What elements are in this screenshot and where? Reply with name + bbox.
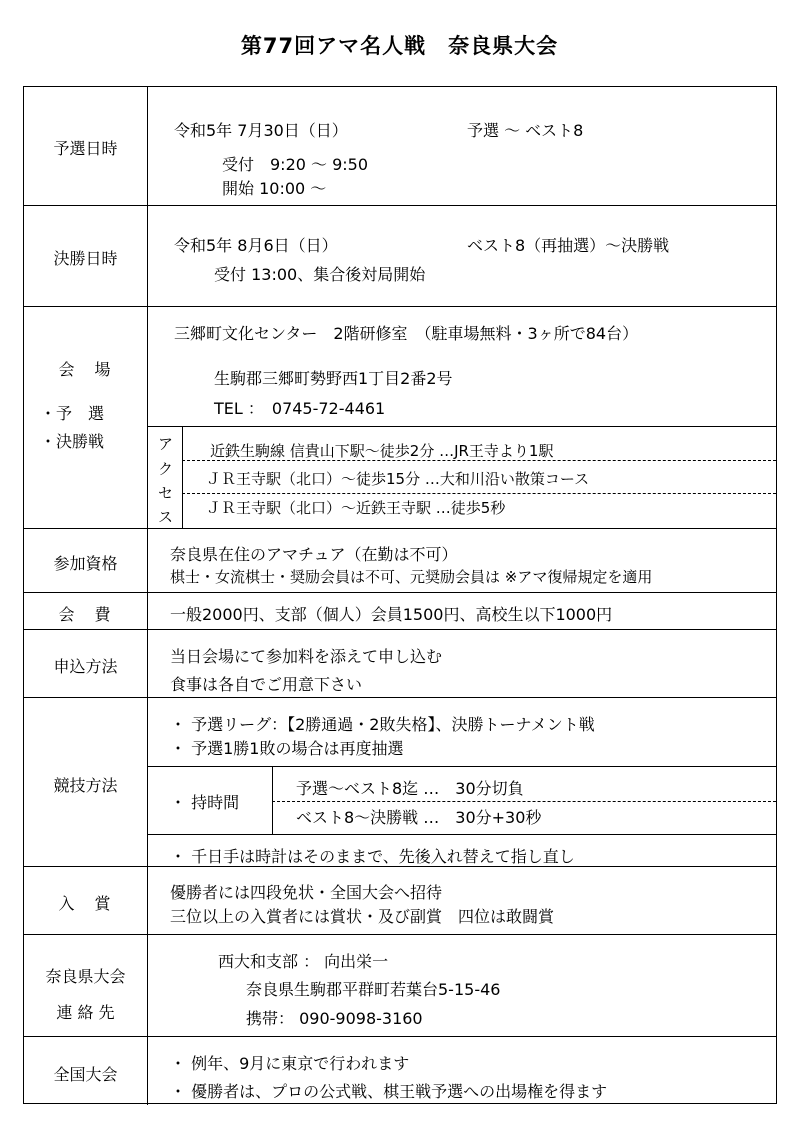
fee-label: 会 費 [58,605,113,624]
access-label-char: ク [158,460,174,478]
apply-line: 食事は各自でご用意下さい [170,675,363,694]
venue-name: 三郷町文化センター 2階研修室 （駐車場無料・3ヶ所で84台） [174,324,639,343]
info-table [23,86,777,1104]
preliminary-start: 開始 10:00 ～ [222,179,327,198]
access-route: ＪＲ王寺駅（北口）～近鉄王寺駅 …徒歩5秒 [206,499,506,517]
contact-address: 奈良県生駒郡平群町若葉台5-15-46 [246,980,501,999]
format-line: ・ 予選リーグ：【2勝通過・2敗失格】、決勝トーナメント戦 [170,715,595,734]
national-line: ・ 優勝者は、プロの公式戦、棋王戦予選への出場権を得ます [170,1082,608,1101]
row-eligibility [24,529,776,593]
contact-label: 奈良県大会 [45,967,126,986]
contact-name: 西大和支部 ： 向出栄一 [218,952,389,971]
access-label-char: セ [158,484,174,502]
format-line: ・ 予選1勝1敗の場合は再度抽選 [170,739,404,758]
eligibility-line: 奈良県在住のアマチュア（在勤は不可） [170,545,458,564]
final-reception: 受付 13:00、集合後対局開始 [214,265,426,284]
access-label-char: ア [158,435,174,453]
access-route: ＪＲ王寺駅（北口）～徒歩15分 …大和川沿い散策コース [206,470,590,488]
venue-address: 生駒郡三郷町勢野西1丁目2番2号 [214,369,453,388]
page-title: 第77回アマ名人戦 奈良県大会 [240,34,559,58]
row-contact [24,935,776,1037]
national-line: ・ 例年、9月に東京で行われます [170,1054,410,1073]
access-route: 近鉄生駒線 信貴山下駅～徒歩2分 …JR王寺より1駅 [210,442,554,460]
preliminary-date-label: 予選日時 [53,139,118,158]
row-preliminary-date [24,87,776,206]
prize-line: 優勝者には四段免状・全国大会へ招待 [170,883,443,902]
time-control-label: ・ 持時間 [170,793,240,812]
fee-text: 一般2000円、支部（個人）会員1500円、高校生以下1000円 [170,605,613,624]
row-final-date [24,206,776,307]
national-label: 全国大会 [53,1065,118,1084]
row-fee [24,593,776,630]
final-stage: ベスト8（再抽選）～決勝戦 [467,236,670,255]
preliminary-date: 令和5年 7月30日（日） [174,121,348,140]
final-date-label: 決勝日時 [53,249,118,268]
contact-phone: 携帯： 090-9098-3160 [246,1009,423,1028]
row-national [24,1037,776,1105]
preliminary-reception: 受付 9:20 ～ 9:50 [222,155,369,174]
eligibility-label: 参加資格 [53,554,118,573]
preliminary-stage: 予選 ～ ベスト8 [467,121,584,140]
row-prize [24,867,776,935]
time-control: 予選～ベスト8迄 … 30分切負 [296,779,524,798]
apply-line: 当日会場にて参加料を添えて申し込む [170,647,443,666]
prize-line: 三位以上の入賞者には賞状・及び副賞 四位は敢闘賞 [170,907,555,926]
format-line: ・ 千日手は時計はそのままで、先後入れ替えて指し直し [170,847,575,866]
prize-label: 入 賞 [58,894,113,913]
venue-sub-preliminary: ・予 選 [40,404,105,423]
eligibility-line: 棋士・女流棋士・奨励会員は不可、元奨励会員は ※アマ復帰規定を適用 [170,568,653,586]
time-control: ベスト8～決勝戦 … 30分+30秒 [296,808,542,827]
venue-label: 会 場 [58,360,113,379]
row-venue [24,307,776,529]
row-format [24,698,776,867]
venue-tel: TEL ： 0745-72-4461 [214,399,386,418]
venue-sub-final: ・決勝戦 [40,432,105,451]
final-date: 令和5年 8月6日（日） [174,236,338,255]
contact-label: 連 絡 先 [56,1003,115,1022]
access-label-char: ス [158,508,174,526]
format-label: 競技方法 [53,776,118,795]
row-apply [24,630,776,698]
apply-label: 申込方法 [53,657,118,676]
